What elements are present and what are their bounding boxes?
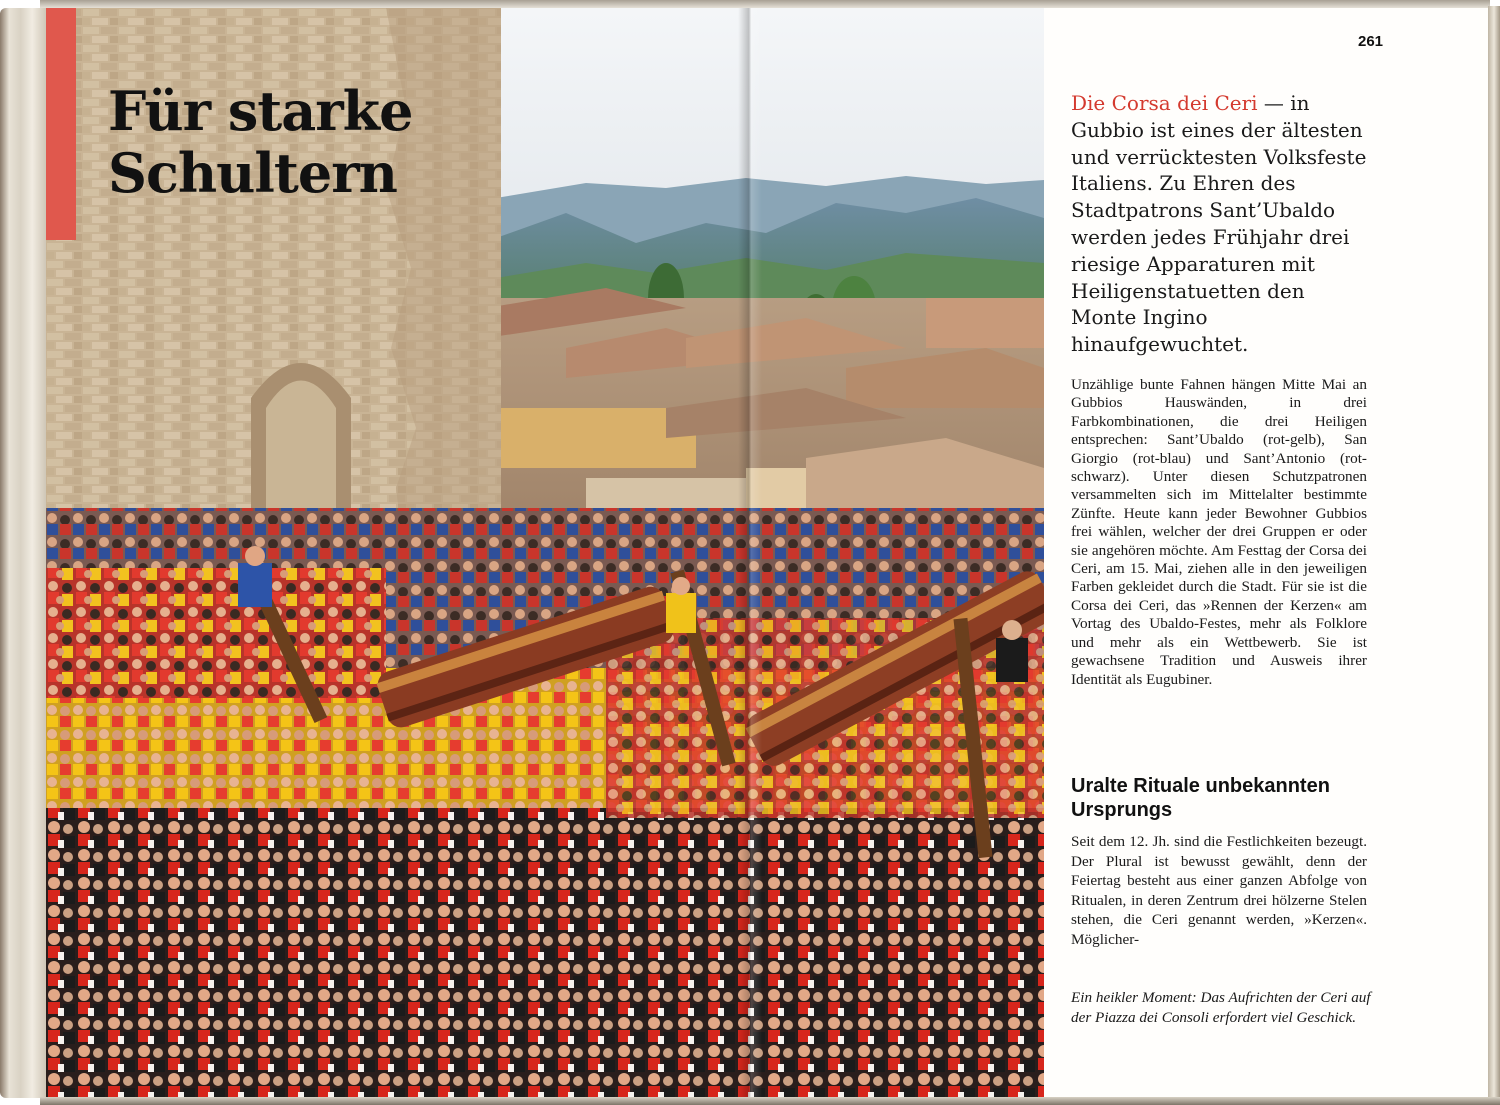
headline-line-2: Schultern <box>108 141 397 205</box>
book-bottom-edge <box>40 1097 1500 1105</box>
headline-line-1: Für starke <box>108 79 413 143</box>
intro-paragraph <box>1071 90 1371 358</box>
intro-text: — in Gubbio ist eines der ältesten und verrücktesten Volksfeste Italiens. Zu Ehren des Stadtpatrons Sant’Ubaldo werden jedes Frühjahr drei riesige Apparaturen mit Heiligenstatuetten den Monte Ingino hinaufgewuchtet. <box>1071 91 1367 357</box>
body-paragraph-1: Unzählige bunte Fahnen hängen Mitte Mai an Gubbios Hauswänden, in drei Farbkombinationen, die drei Heiligen entsprechen: Sant’Ubaldo (rot-gelb), San Giorgio (rot-blau) und Sant’Antonio (rot-schwarz). Unter diesen Schutzpatronen versammelten sich im Mittelalter bestimmte Zünfte. Heute kann jeder Bewohner Gubbios frei wählen, welcher der drei Gruppen er oder sie angehören möchte. Am Festtag der Corsa dei Ceri, am 15. Mai, ziehen alle in den jeweiligen Farben gekleidet durch die Stadt. Für sie ist die Corsa dei Ceri, das »Rennen der Kerzen« am Vortag des Ubaldo-Festes, mehr als Folklore und mehr als ein Wettbewerb. Sie ist gewachsene Tradition und Ausweis ihrer Identität als Eugubiner. <box>1071 376 1367 688</box>
page-number: 261 <box>1358 33 1384 50</box>
book-right-edge <box>1488 6 1500 1100</box>
chapter-tab <box>46 8 76 240</box>
photo-caption: Ein heikler Moment: Das Aufrichten der Ceri auf der Piazza dei Consoli erfordert viel Geschick. <box>1071 989 1371 1026</box>
book-top-edge <box>40 0 1490 8</box>
headline <box>108 80 488 204</box>
body-paragraph-2: Seit dem 12. Jh. sind die Festlichkeiten bezeugt. Der Plural ist bewusst gewählt, denn der Feiertag besteht aus einer ganzen Abfolge von Ritualen, in deren Zentrum drei hölzerne Stelen stehen, die Ceri genannt werden, »Kerzen«. Möglicher- <box>1071 833 1367 948</box>
book-left-edge <box>0 8 46 1098</box>
section-subhead: Uralte Rituale unbekannten Ursprungs <box>1071 775 1330 821</box>
intro-accent: Die Corsa dei Ceri <box>1071 91 1258 115</box>
